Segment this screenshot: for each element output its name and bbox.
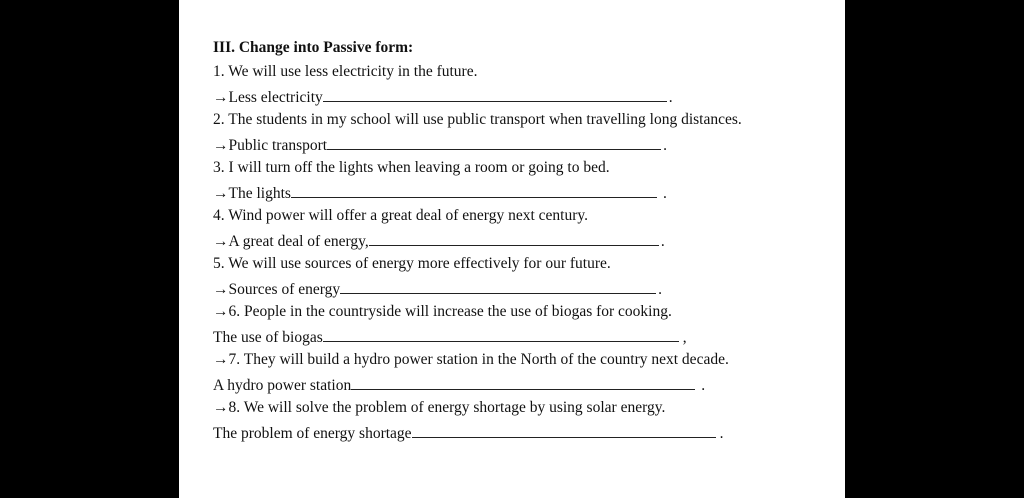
question-7: →7. They will build a hydro power station in the North of the country next decade.	[213, 351, 729, 368]
answer-end-mark: .	[668, 89, 673, 106]
answer-blank[interactable]	[327, 132, 661, 150]
answer-prompt: A hydro power station	[213, 377, 352, 394]
answer-blank[interactable]	[340, 276, 656, 294]
answer-line-4	[213, 228, 833, 252]
answer-end-mark: .	[658, 281, 663, 298]
answer-line-6	[213, 324, 833, 348]
answer-prompt: →Public transport	[213, 137, 328, 154]
answer-blank[interactable]	[323, 84, 667, 102]
answer-end-mark: .	[663, 137, 667, 154]
answer-prompt: The use of biogas	[213, 329, 323, 346]
answer-prompt: →Sources of energy	[213, 281, 341, 298]
question-4: 4. Wind power will offer a great deal of energy next century.	[213, 207, 588, 224]
question-1: 1. We will use less electricity in the future.	[213, 63, 478, 80]
question-8: →8. We will solve the problem of energy shortage by using solar energy.	[213, 399, 666, 416]
answer-blank[interactable]	[369, 228, 659, 246]
answer-line-8	[213, 420, 833, 444]
section-title: III. Change into Passive form:	[213, 39, 414, 56]
answer-line-1	[213, 84, 833, 108]
answer-prompt: →The lights	[213, 185, 291, 202]
answer-prompt: The problem of energy shortage	[213, 425, 412, 442]
question-6: →6. People in the countryside will increase the use of biogas for cooking.	[213, 303, 672, 320]
answer-blank[interactable]	[351, 372, 695, 390]
answer-end-mark: ,	[682, 329, 687, 346]
question-2: 2. The students in my school will use public transport when travelling long distances.	[213, 111, 742, 128]
answer-blank[interactable]	[291, 180, 657, 198]
answer-line-3	[213, 180, 833, 204]
answer-end-mark: .	[701, 377, 706, 394]
worksheet-page	[179, 0, 845, 498]
answer-blank[interactable]	[323, 324, 679, 342]
answer-prompt: →A great deal of energy,	[213, 233, 369, 250]
answer-end-mark: .	[660, 233, 665, 250]
answer-line-2	[213, 132, 833, 156]
answer-line-5	[213, 276, 833, 300]
exercise-section	[213, 36, 833, 444]
question-3: 3. I will turn off the lights when leaving a room or going to bed.	[213, 159, 610, 176]
answer-line-7	[213, 372, 833, 396]
answer-end-mark: .	[719, 425, 724, 442]
question-5: 5. We will use sources of energy more effectively for our future.	[213, 255, 611, 272]
answer-blank[interactable]	[412, 420, 716, 438]
answer-end-mark: .	[662, 185, 667, 202]
answer-prompt: →Less electricity	[213, 89, 323, 106]
